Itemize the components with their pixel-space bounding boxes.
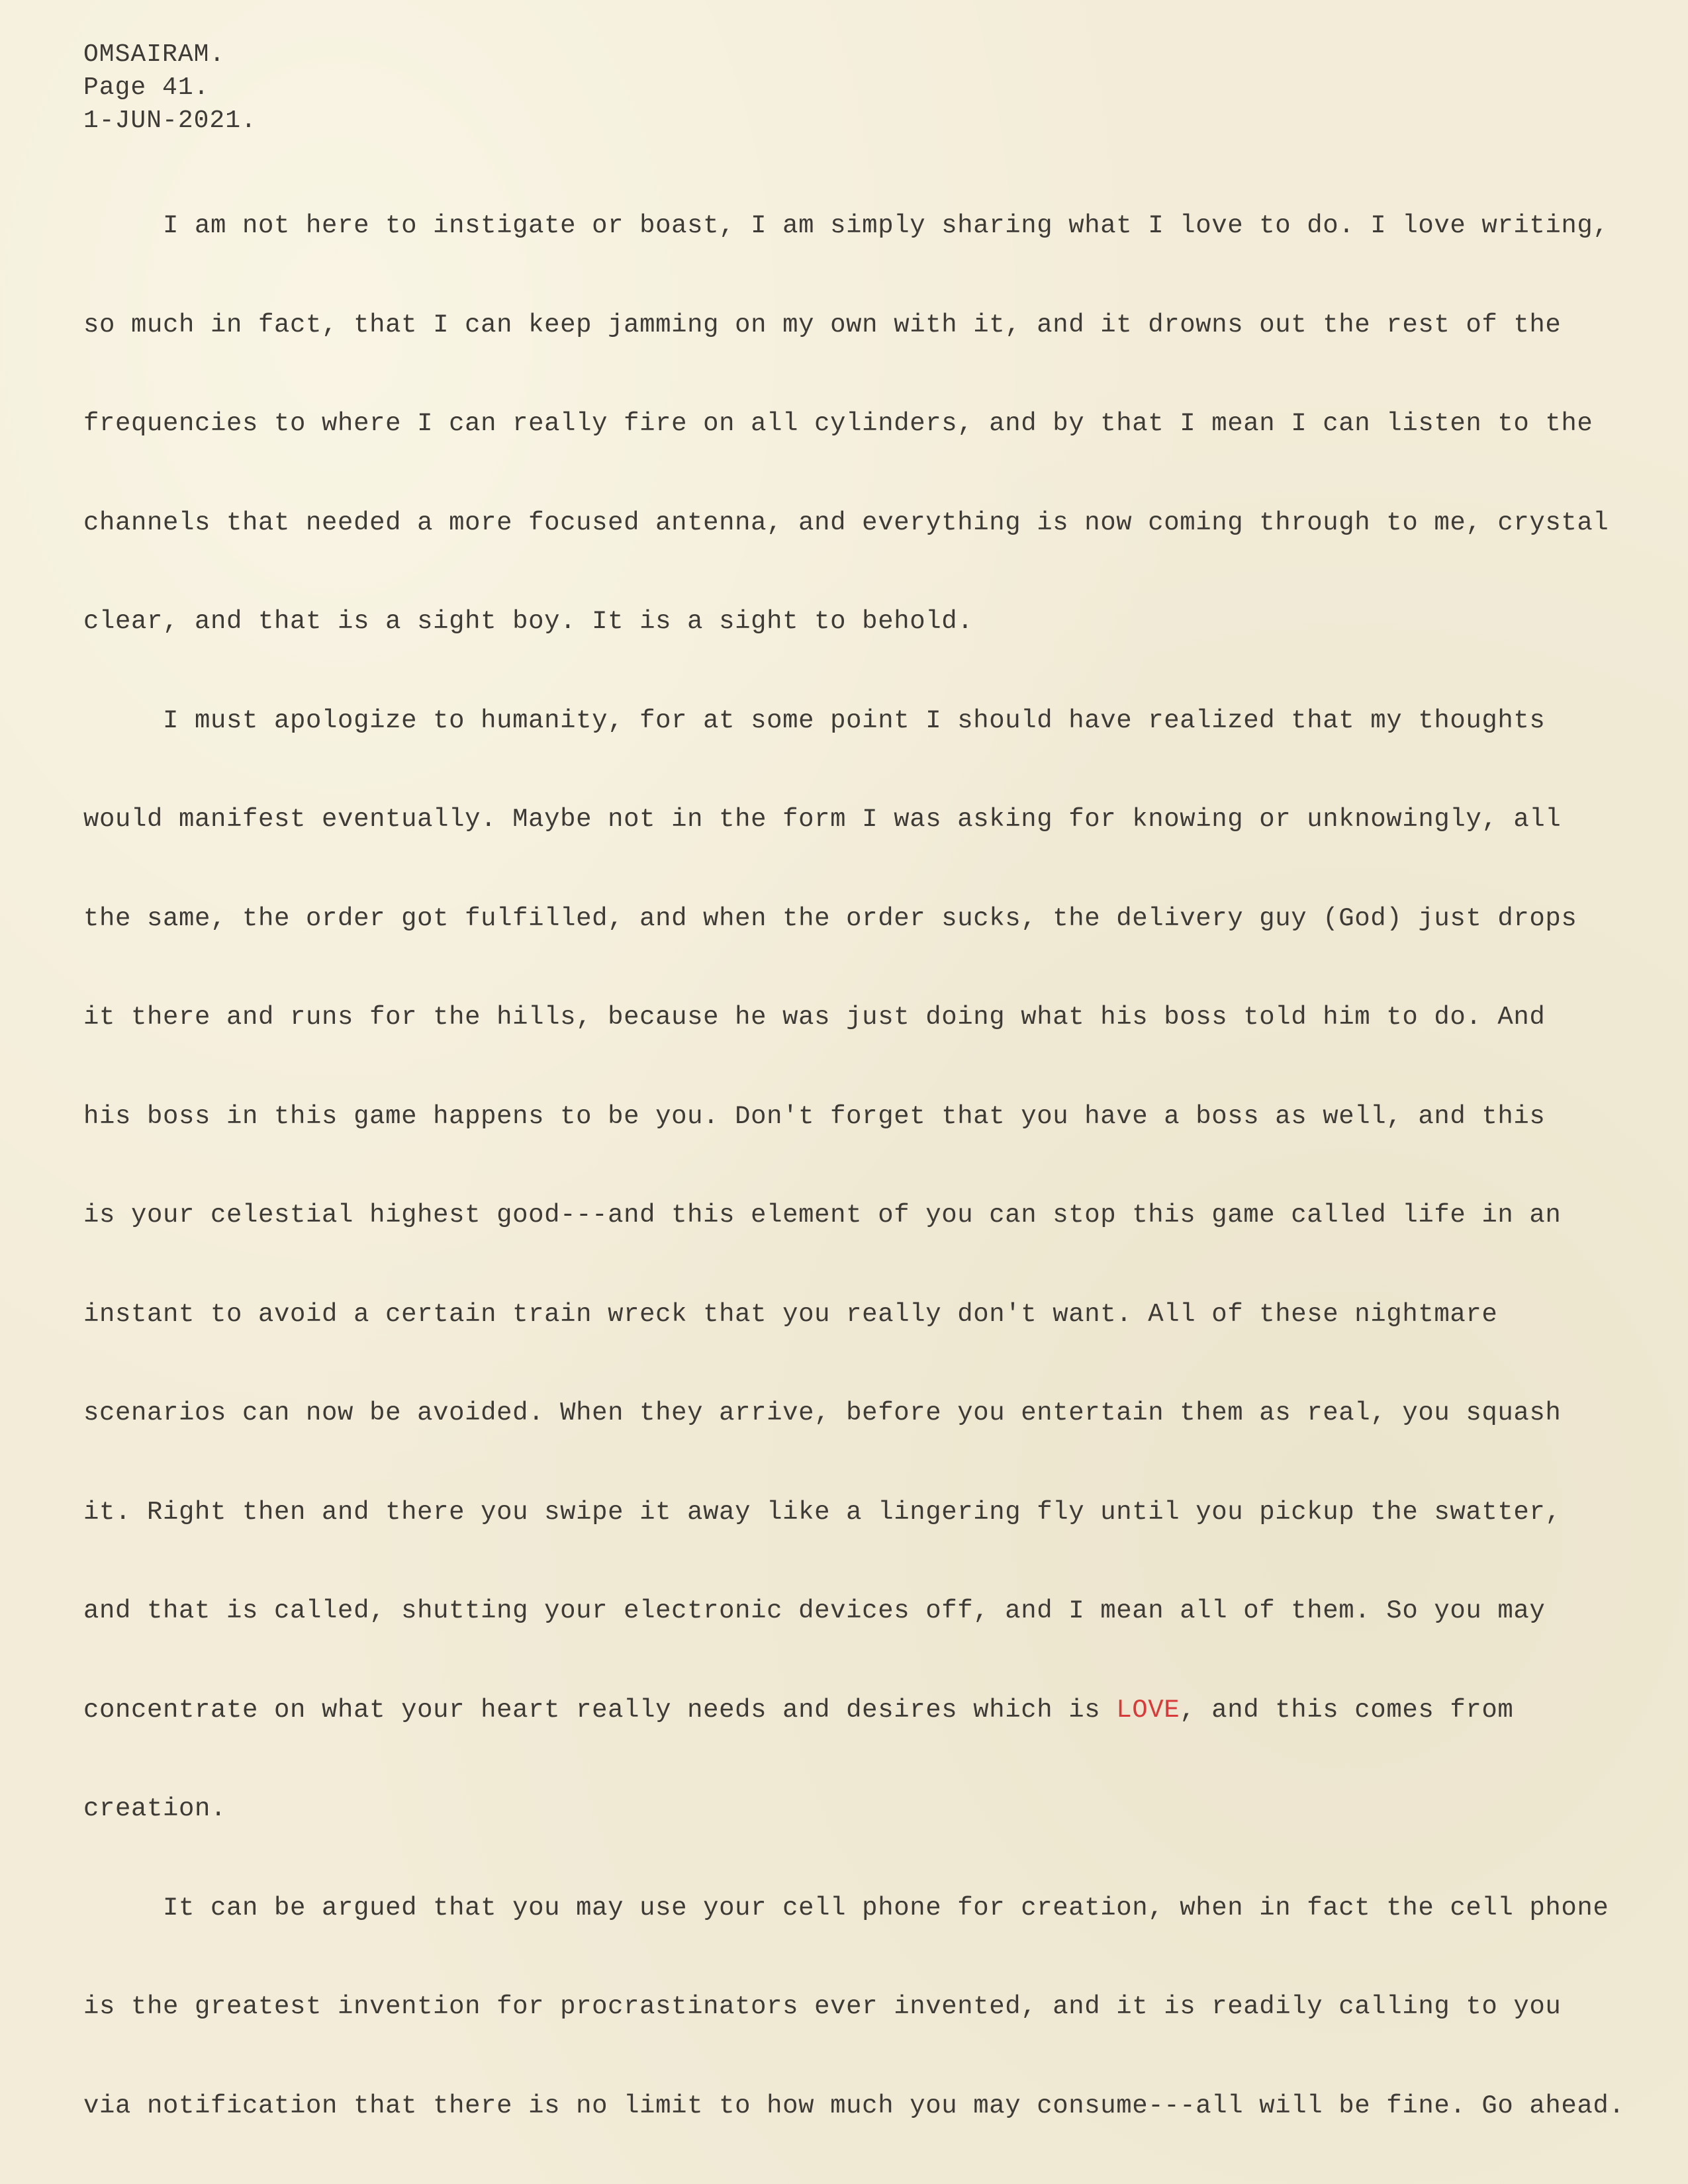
text-line: It can be argued that you may use your cell phone for creation, when in fact the cell phone: [83, 1893, 1609, 1923]
text-line: creation.: [83, 1794, 227, 1823]
text-line: is your celestial highest good---and this element of you can stop this game called life in an: [83, 1201, 1562, 1230]
text-line: instant to avoid a certain train wreck that you really don't want. All of these nightmare: [83, 1299, 1498, 1329]
text-line: so much in fact, that I can keep jamming on my own with it, and it drowns out the rest of the: [83, 310, 1562, 340]
text-line-love: [83, 1680, 1685, 1780]
text-line: it there and runs for the hills, because he was just doing what his boss told him to do. And: [83, 1003, 1546, 1032]
page-number: Page 41.: [83, 73, 210, 102]
text-line: the same, the order got fulfilled, and when the order sucks, the delivery guy (God) just drops: [83, 903, 1577, 933]
love-highlight: LOVE: [1116, 1695, 1180, 1725]
text-line: I must apologize to humanity, for at some point I should have realized that my thoughts: [83, 705, 1546, 735]
text-line: clear, and that is a sight boy. It is a sight to behold.: [83, 607, 974, 636]
text-line: his boss in this game happens to be you. Don't forget that you have a boss as well, and this: [83, 1101, 1546, 1131]
text-line: would manifest eventually. Maybe not in the form I was asking for knowing or unknowingly, all: [83, 805, 1562, 834]
text-line: channels that needed a more focused antenna, and everything is now coming through to me, crystal: [83, 508, 1609, 537]
text-line: frequencies to where I can really fire on all cylinders, and by that I mean I can listen to the: [83, 409, 1593, 438]
text-line: via notification that there is no limit to how much you may consume---all will be fine. Go ahead.: [83, 2091, 1625, 2120]
love-line-after: , and this comes from: [1180, 1695, 1514, 1725]
text-line: is the greatest invention for procrastinators ever invented, and it is readily calling to you: [83, 1992, 1562, 2021]
page-date: 1-JUN-2021.: [83, 107, 257, 135]
page-header: [83, 38, 257, 138]
body-text: [83, 196, 1685, 2175]
text-line: it. Right then and there you swipe it away like a lingering fly until you pickup the swatter,: [83, 1497, 1562, 1527]
text-line: I am not here to instigate or boast, I am simply sharing what I love to do. I love writing,: [83, 211, 1609, 240]
text-line: scenarios can now be avoided. When they arrive, before you entertain them as real, you squash: [83, 1398, 1562, 1428]
love-line-before: concentrate on what your heart really needs and desires which is: [83, 1695, 1117, 1725]
text-line: and that is called, shutting your electronic devices off, and I mean all of them. So you may: [83, 1596, 1546, 1625]
header-title: OMSAIRAM.: [83, 40, 226, 69]
